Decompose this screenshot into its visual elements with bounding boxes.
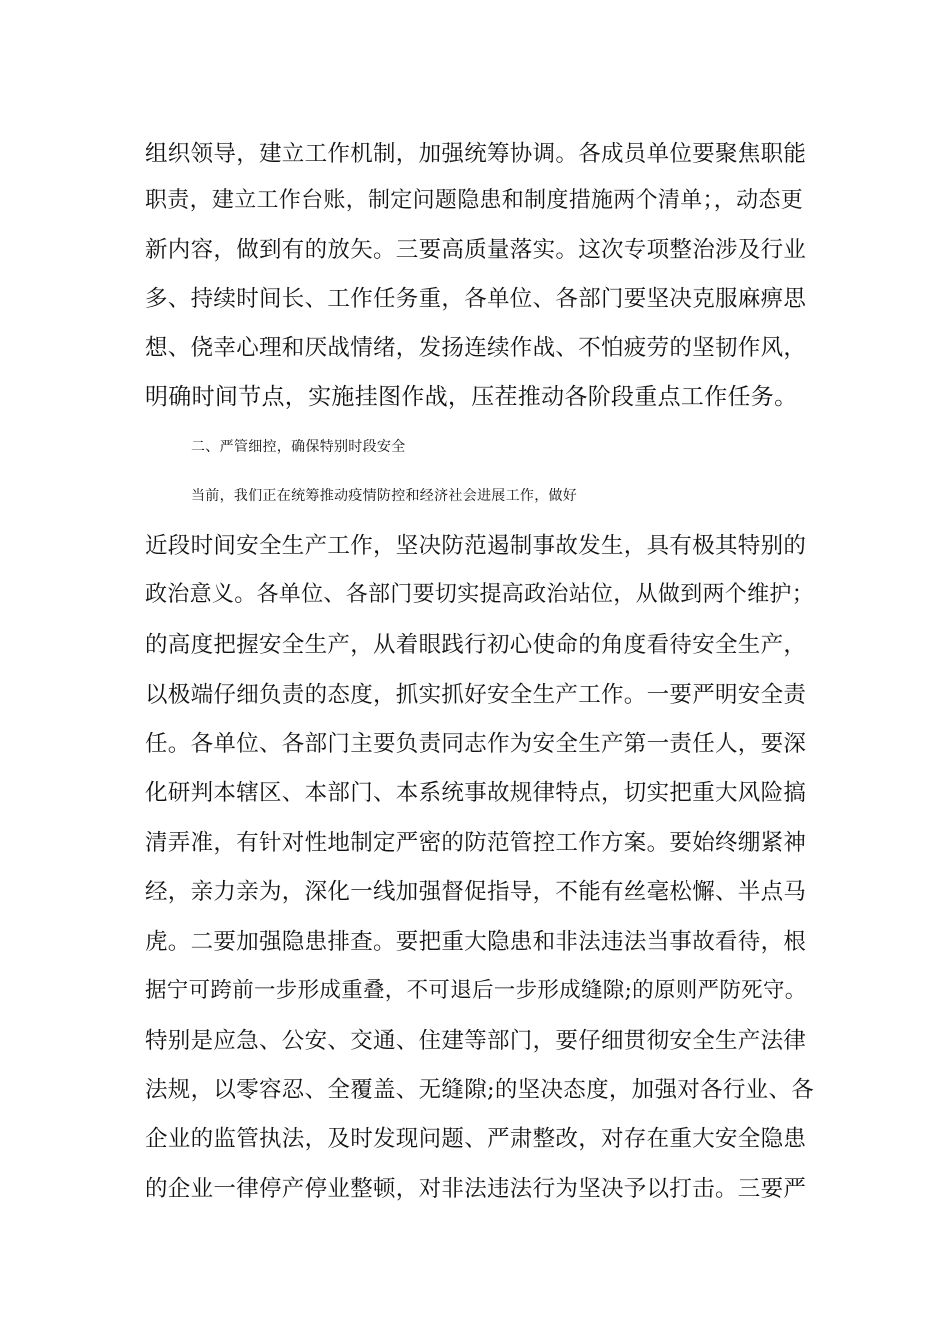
text-line: 以极端仔细负责的态度，抓实抓好安全生产工作。一要严明安全责 — [145, 682, 807, 708]
text-line: 明确时间节点，实施挂图作战，压茬推动各阶段重点工作任务。 — [145, 384, 798, 410]
text-line: 想、侥幸心理和厌战情绪，发扬连续作战、不怕疲劳的坚韧作风， — [145, 335, 807, 361]
text-line: 多、持续时间长、工作任务重，各单位、各部门要坚决克服麻痹思 — [145, 286, 807, 312]
text-line: 的高度把握安全生产，从着眼践行初心使命的角度看待安全生产， — [145, 632, 807, 658]
text-line: 组织领导，建立工作机制，加强统筹协调。各成员单位要聚焦职能 — [145, 141, 807, 167]
text-line: 法规，以零容忍、全覆盖、无缝隙;的坚决态度，加强对各行业、各 — [145, 1077, 815, 1103]
text-line: 职责，建立工作台账，制定问题隐患和制度措施两个清单；，动态更 — [145, 188, 804, 213]
text-line: 企业的监管执法，及时发现问题、严肃整改，对存在重大安全隐患 — [145, 1126, 807, 1152]
text-line: 当前，我们正在统筹推动疫情防控和经济社会进展工作，做好 — [191, 488, 578, 504]
section-heading: 二、严管细控，确保特别时段安全 — [191, 439, 406, 455]
text-line: 清弄准，有针对性地制定严密的防范管控工作方案。要始终绷紧神 — [145, 830, 807, 856]
text-line: 化研判本辖区、本部门、本系统事故规律特点，切实把重大风险搞 — [145, 780, 807, 806]
text-line: 政治意义。各单位、各部门要切实提高政治站位，从做到两个维护； — [145, 582, 815, 607]
text-line: 特别是应急、公安、交通、住建等部门，要仔细贯彻安全生产法律 — [145, 1028, 807, 1054]
text-line: 据宁可跨前一步形成重叠，不可退后一步形成缝隙;的原则严防死守。 — [145, 978, 807, 1003]
text-line: 经，亲力亲为，深化一线加强督促指导，不能有丝毫松懈、半点马 — [145, 879, 807, 905]
text-line: 任。各单位、各部门主要负责同志作为安全生产第一责任人，要深 — [145, 731, 807, 757]
text-line: 虎。二要加强隐患排查。要把重大隐患和非法违法当事故看待，根 — [145, 929, 807, 955]
text-line: 的企业一律停产停业整顿，对非法违法行为坚决予以打击。三要严 — [145, 1176, 807, 1202]
text-line: 新内容，做到有的放矢。三要高质量落实。这次专项整治涉及行业 — [145, 237, 807, 263]
text-line: 近段时间安全生产工作，坚决防范遏制事故发生，具有极其特别的 — [145, 533, 807, 559]
